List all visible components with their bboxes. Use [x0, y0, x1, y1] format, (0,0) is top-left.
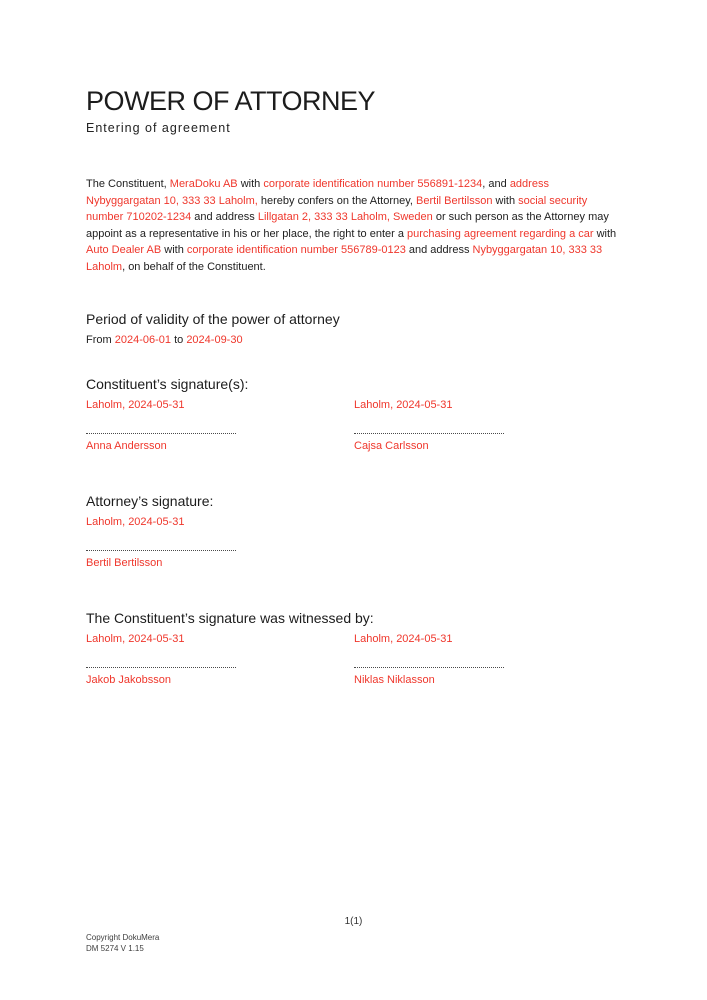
signature-block [354, 633, 622, 686]
signer-name: Cajsa Carlsson [354, 440, 429, 452]
signature-dotted-line [86, 550, 236, 551]
signer-name: Anna Andersson [86, 440, 167, 452]
place-date: Laholm, 2024-05-31 [86, 633, 185, 645]
place-date: Laholm, 2024-05-31 [354, 633, 453, 645]
signature-block [86, 633, 354, 686]
constituent-signature-heading: Constituent’s signature(s): [86, 376, 249, 392]
attorney-signature-heading: Attorney’s signature: [86, 493, 214, 509]
signature-block [86, 516, 372, 569]
signature-dotted-line [86, 433, 236, 434]
page-number: 1(1) [344, 916, 363, 927]
witness-signature-section [86, 610, 622, 686]
copyright-line: Copyright DokuMera [86, 933, 160, 942]
witness-signature-heading: The Constituent’s signature was witnessed by: [86, 610, 374, 626]
validity-period: From 2024-06-01 to 2024-09-30 [86, 334, 243, 346]
signer-name: Jakob Jakobsson [86, 674, 171, 686]
attorney-signature-section [86, 493, 622, 569]
signer-name: Bertil Bertilsson [86, 557, 163, 569]
signature-block [86, 399, 354, 452]
document-subtitle: Entering of agreement [86, 121, 231, 135]
validity-section [86, 311, 622, 346]
validity-heading: Period of validity of the power of attorney [86, 311, 340, 327]
place-date: Laholm, 2024-05-31 [354, 399, 453, 411]
intro-paragraph: The Constituent, MeraDoku AB with corporate identification number 556891-1234, and address Nybyggargatan 10, 333 33 Laholm, hereby confers on the Attorney, Bertil Bertilsson with social security number 710202-1234 and address Lillgatan 2, 333 33 Laholm, Sweden or such person as the Attorney may appoint as a representative in his or her place, the right to enter a purchasing agreement regarding a car with Auto Dealer AB with corporate identification number 556789-0123 and address Nybyggargatan 10, 333 33 Laholm, on behalf of the Constituent. [86, 178, 617, 273]
doc-version-line: DM 5274 V 1.15 [86, 943, 144, 953]
signature-dotted-line [354, 667, 504, 668]
copyright-block [86, 933, 159, 954]
place-date: Laholm, 2024-05-31 [86, 516, 185, 528]
document-title: POWER OF ATTORNEY [86, 86, 376, 116]
signature-dotted-line [86, 667, 236, 668]
signature-dotted-line [354, 433, 504, 434]
signer-name: Niklas Niklasson [354, 674, 435, 686]
signature-block [354, 399, 622, 452]
place-date: Laholm, 2024-05-31 [86, 399, 185, 411]
constituent-signature-section [86, 376, 622, 452]
